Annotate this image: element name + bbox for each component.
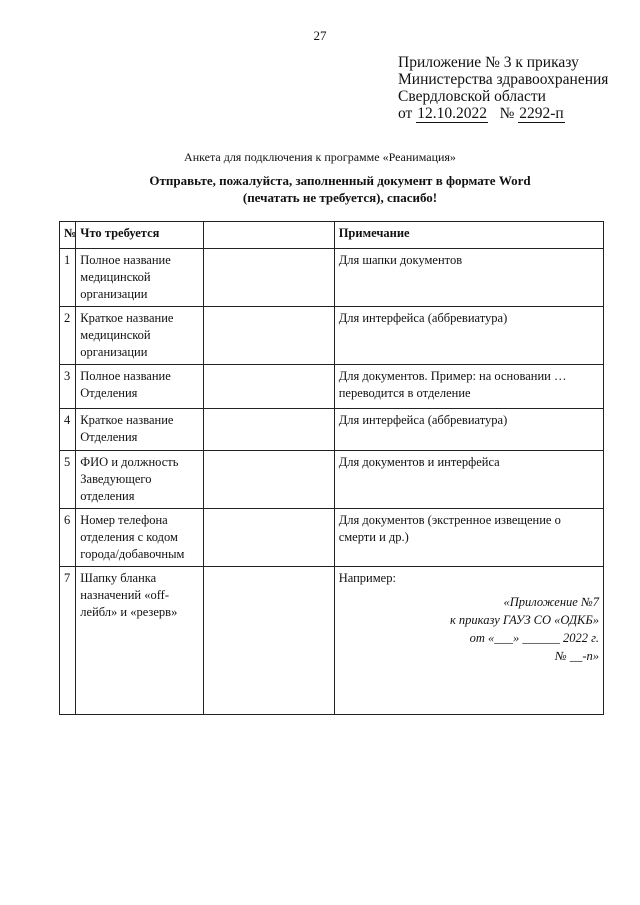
appendix-line-3: Свердловской области	[398, 88, 546, 105]
row-value-field[interactable]	[204, 409, 334, 451]
sample-line-1: «Приложение №7	[503, 595, 599, 609]
row-note: Для документов. Пример: на основании … переводится в отделение	[334, 365, 603, 409]
header-num: №	[60, 222, 76, 249]
table-row	[60, 307, 604, 365]
page-number: 27	[313, 28, 327, 43]
table-row	[60, 409, 604, 451]
row-note: Для документов (экстренное извещение о смерти и др.)	[334, 509, 603, 567]
row-value-field[interactable]	[204, 307, 334, 365]
table-row	[60, 249, 604, 307]
sample-line-3: от «___» ______ 2022 г.	[469, 631, 599, 645]
row-note-cell	[334, 567, 603, 715]
row-what: Номер телефона отделения с кодом города/добавочным	[76, 509, 204, 567]
order-date: 12.10.2022	[417, 105, 487, 122]
row-what: Шапку бланка назначений «off-лейбл» и «резерв»	[76, 567, 204, 715]
row-what: Полное название медицинской организации	[76, 249, 204, 307]
row-what: Краткое название Отделения	[76, 409, 204, 451]
row-note: Для документов и интерфейса	[334, 451, 603, 509]
sample-line-2: к приказу ГАУЗ СО «ОДКБ»	[449, 613, 599, 627]
instruction-line-1: Отправьте, пожалуйста, заполненный документ в формате Word	[149, 173, 531, 188]
row-note: Для интерфейса (аббревиатура)	[334, 307, 603, 365]
header-what: Что требуется	[76, 222, 204, 249]
row-num: 5	[60, 451, 76, 509]
date-prefix: от	[398, 105, 413, 122]
row-num: 7	[60, 567, 76, 715]
row-num: 1	[60, 249, 76, 307]
row-note: Например:	[338, 571, 396, 585]
table-row	[60, 567, 604, 715]
row-what: ФИО и должность Заведующего отделения	[76, 451, 204, 509]
appendix-header	[398, 54, 608, 122]
row-num: 3	[60, 365, 76, 409]
row-num: 6	[60, 509, 76, 567]
sample-line-4: № __-п»	[554, 649, 599, 663]
table-row	[60, 365, 604, 409]
row-num: 4	[60, 409, 76, 451]
table-header-row	[60, 222, 604, 249]
row-value-field[interactable]	[204, 249, 334, 307]
row-note: Для интерфейса (аббревиатура)	[334, 409, 603, 451]
header-value	[204, 222, 334, 249]
order-number: 2292-п	[519, 105, 564, 122]
questionnaire-table	[59, 221, 604, 715]
row-value-field[interactable]	[204, 567, 334, 715]
form-title: Анкета для подключения к программе «Реанимация»	[184, 150, 456, 164]
instruction-line-2: (печатать не требуется), спасибо!	[242, 190, 438, 205]
row-value-field[interactable]	[204, 509, 334, 567]
appendix-line-2: Министерства здравоохранения	[398, 71, 609, 88]
row-what: Полное название Отделения	[76, 365, 204, 409]
instruction	[0, 172, 640, 206]
appendix-line-1: Приложение № 3 к приказу	[398, 54, 579, 71]
row-what: Краткое название медицинской организации	[76, 307, 204, 365]
row-value-field[interactable]	[204, 365, 334, 409]
appendix-date-line	[398, 105, 608, 122]
row-value-field[interactable]	[204, 451, 334, 509]
row-num: 2	[60, 307, 76, 365]
header-note: Примечание	[334, 222, 603, 249]
table-row	[60, 451, 604, 509]
number-prefix: №	[499, 105, 515, 122]
row-note: Для шапки документов	[334, 249, 603, 307]
table-row	[60, 509, 604, 567]
sample-header	[339, 593, 599, 665]
